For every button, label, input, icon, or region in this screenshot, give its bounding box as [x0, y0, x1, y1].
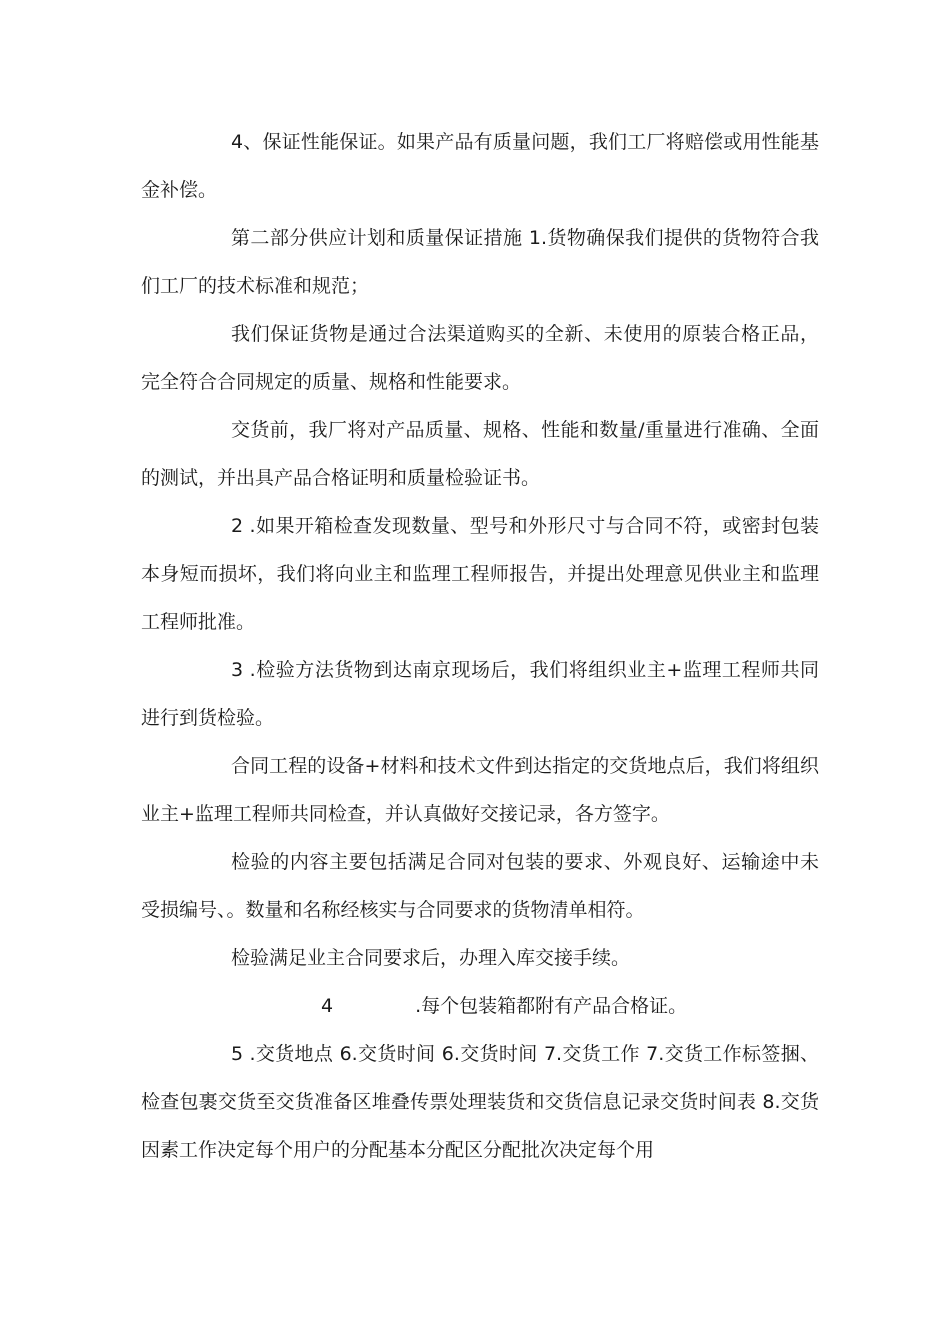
paragraph-supply-plan: 第二部分供应计划和质量保证措施 1.货物确保我们提供的货物符合我们工厂的技术标准和规范； [141, 227, 819, 297]
paragraph-inspection-method: 3 .检验方法货物到达南京现场后，我们将组织业主+监理工程师共同进行到货检验。 [141, 659, 819, 729]
paragraph-inspection-content: 检验的内容主要包括满足合同对包装的要求、外观良好、运输途中未受损编号、。数量和名称经核实与合同要求的货物清单相符。 [141, 851, 819, 921]
item-number: 4 [321, 995, 334, 1017]
paragraph-pre-delivery-test: 交货前，我厂将对产品质量、规格、性能和数量/重量进行准确、全面的测试，并出具产品合格证明和质量检验证书。 [141, 419, 819, 489]
paragraph-certificate [141, 982, 819, 1030]
item-text: .每个包装箱都附有产品合格证。 [415, 995, 688, 1017]
paragraph-performance-guarantee: 4、保证性能保证。如果产品有质量问题，我们工厂将赔偿或用性能基金补偿。 [141, 131, 819, 201]
paragraph-delivery-process: 5 .交货地点 6.交货时间 6.交货时间 7.交货工作 7.交货工作标签捆、检查包裹交货至交货准备区堆叠传票处理装货和交货信息记录交货时间表 8.交货因素工作决定每个用户的分配基本分配区分配批次决定每个用 [141, 1043, 819, 1161]
paragraph-joint-inspection: 合同工程的设备+材料和技术文件到达指定的交货地点后，我们将组织业主+监理工程师共同检查，并认真做好交接记录，各方签字。 [141, 755, 819, 825]
document-body [141, 118, 819, 1174]
paragraph-unpacking-inspection: 2 .如果开箱检查发现数量、型号和外形尺寸与合同不符，或密封包装本身短而损坏，我们将向业主和监理工程师报告，并提出处理意见供业主和监理工程师批准。 [141, 515, 819, 633]
paragraph-goods-guarantee: 我们保证货物是通过合法渠道购买的全新、未使用的原装合格正品，完全符合合同规定的质量、规格和性能要求。 [141, 323, 819, 393]
paragraph-warehouse-handover: 检验满足业主合同要求后，办理入库交接手续。 [231, 947, 631, 969]
